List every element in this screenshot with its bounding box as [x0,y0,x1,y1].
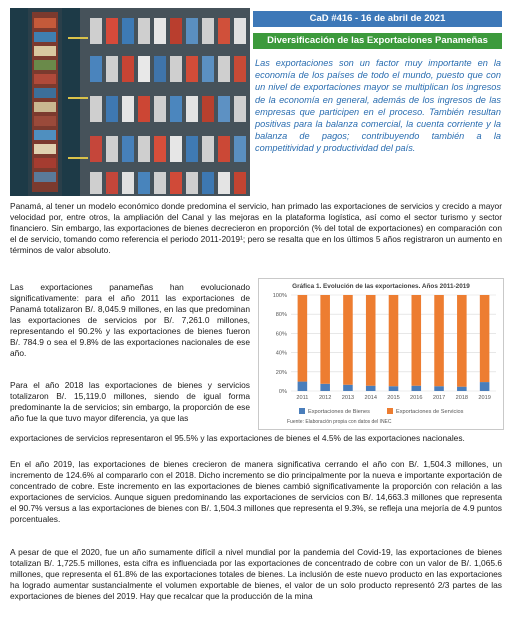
port-containers-photo [10,8,250,196]
bar-bienes-2011 [298,382,308,391]
document-title: Diversificación de las Exportaciones Panameñas [253,33,502,49]
y-tick-label: 0% [278,389,287,395]
bar-bienes-2013 [343,385,353,391]
bar-servicios-2018 [457,295,467,387]
x-tick-label: 2014 [364,395,377,401]
y-tick-label: 40% [275,350,287,357]
chart-title: Gráfica 1. Evolución de las exportaciones. Años 2011-2019 [292,283,470,290]
chart-source: Fuente: Elaboración propia con datos del INEC [287,419,392,425]
x-tick-label: 2019 [478,395,491,401]
paragraph-4: En el año 2019, las exportaciones de bienes crecieron de manera significativa cerrando el año con B/. 1,504.3 millones, un incremento de 124.6% al compararlo con el 2018. Dicho incremento se dio principalmente por la nueva e importante exportación de concentrado de cobre. Este incremento en las exportaciones de bienes cambió significativamente la proporción con relación a las exportaciones de servicios. Aunque siguen predominando las exportaciones de servicios con B/. 14,663.3 millones que representa el 90.7% versus a las exportaciones de bienes con B/. 1,504.3 millones que representa el 9.3%, se refleja una mejoría de 4.9 puntos porcentuales. [10,459,502,524]
bar-bienes-2018 [457,387,467,391]
bar-servicios-2016 [411,295,421,386]
bar-servicios-2012 [320,295,330,384]
bar-bienes-2014 [366,386,376,391]
x-tick-label: 2016 [410,395,423,401]
x-tick-label: 2017 [432,395,446,401]
x-tick-label: 2015 [387,395,400,401]
x-tick-label: 2012 [318,395,332,401]
legend-servicios: Exportaciones de Servicios [387,408,463,415]
bar-servicios-2017 [434,295,444,386]
x-tick-label: 2018 [455,395,469,401]
bar-servicios-2014 [366,295,376,386]
bar-servicios-2019 [480,295,490,382]
legend-swatch-servicios [387,408,393,414]
legend-bienes: Exportaciones de Bienes [299,408,370,415]
y-tick-label: 100% [272,293,287,299]
bar-bienes-2019 [480,382,490,391]
paragraph-5: A pesar de que el 2020, fue un año sumamente difícil a nivel mundial por la pandemia del Covid-19, las exportaciones de bienes totalizan B/. 1,725.5 millones, esta cifra es influenciada por las exportaciones de concentrado de cobre con un valor de B/. 1,065.6 millones, que representa el 61.8% de las exportaciones totales de bienes. La inclusión de este nuevo producto en las exportaciones ha logrado aumentar sustancialmente el volumen exportable de bienes, el valor de un solo producto representó 2/3 partes de las exportaciones de bienes del 2019. Hay que recalcar que la producción de la mina [10,547,502,601]
paragraph-3b: exportaciones de servicios representaron el 95.5% y las exportaciones de bienes el 4.5% de las exportaciones nacionales. [10,433,465,443]
exports-chart [258,278,504,430]
bar-bienes-2016 [411,386,421,391]
paragraph-1: Panamá, al tener un modelo económico donde predomina el servicio, han primado las exportaciones de servicios y crecido a mayor velocidad por, entre otros, la ampliación del Canal y las mejoras en la plataforma logística, así como el sector turismo y sector financiero. Sin embargo, las exportaciones de bienes decrecieron en proporción (% del total de exportaciones) en comparación con el de servicio, tomando como referencia el periodo 2011-2019¹; pero se resalta que en los últimos 5 años registraron un aumento en términos de valor absoluto. [10,201,502,255]
bar-bienes-2012 [320,384,330,391]
issue-badge: CaD #416 - 16 de abril de 2021 [253,11,502,27]
bar-bienes-2017 [434,386,444,391]
paragraph-3a: Para el año 2018 las exportaciones de bienes y servicios totalizaron B/. 15,119.0 millones, siendo de igual forma predominante la de servicios; sin embargo, la proporción de ese año fue la que tuvo mayor diferencia, ya que las [10,380,250,423]
bar-bienes-2015 [389,386,399,391]
paragraph-2: Las exportaciones panameñas han evolucionado significativamente: para el año 2011 las exportaciones de Panamá totalizaron B/. 8,045.9 millones, en las que predominan las exportaciones de servicios por B/. 7,261.0 millones, representando el 90.2% y las exportaciones de bienes fueron B/. 784.9 o sea el 9.8% de las exportaciones nacionales de ese año. [10,282,250,358]
y-tick-label: 60% [275,331,287,338]
chart-plot [259,279,503,429]
x-tick-label: 2013 [341,395,355,401]
legend-swatch-bienes [299,408,305,414]
bar-servicios-2011 [298,295,308,382]
bar-servicios-2013 [343,295,353,385]
y-tick-label: 20% [275,369,287,376]
y-tick-label: 80% [275,312,287,319]
x-tick-label: 2011 [296,395,309,401]
lead-paragraph: Las exportaciones son un factor muy importante en la economía de los países de todo el mundo, puesto que con un nivel de exportaciones mayor se multiplican los ingresos de la economía en general, además de los ingresos de las empresas que participen en el proceso. También resultan positivas para la balanza comercial, la cuenta corriente y la balanza de pagos; contribuyendo también a la competitividad y productividad del país. [255,58,501,154]
bar-servicios-2015 [389,295,399,386]
